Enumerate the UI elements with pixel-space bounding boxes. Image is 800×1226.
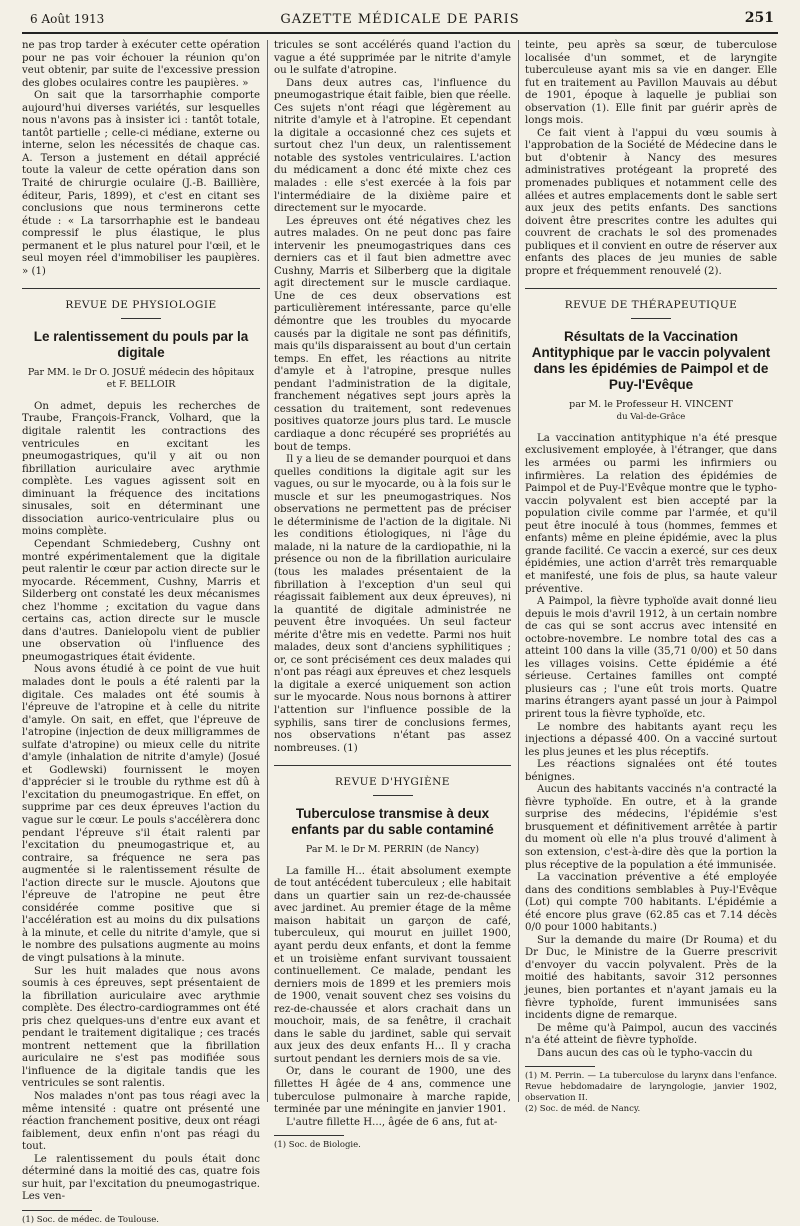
- paragraph: Le nombre des habitants ayant reçu les injections a dépassé 400. On a vacciné surtout les plus jeunes et les plus réceptifs.: [525, 721, 777, 758]
- paragraph: Dans aucun des cas où le typho-vaccin du: [537, 1047, 753, 1059]
- paragraph: Le ralentissement du pouls était donc déterminé dans la moitié des cas, quatre fois sur huit, par l'excitation du pneumogastrique. Les ven-: [22, 1153, 260, 1203]
- paragraph: Sur les huit malades que nous avons soumis à ces épreuves, sept présentaient de la fibrillation auriculaire avec arythmie complète. Des électro-cardiogrammes ont été pris chez quelques-uns d'entre eux avant et pendant le traitement digitalique ; ces tracés montrent nettement que la fibrillation auriculaire ne s'est pas modifiée sous l'influence de la digitale tandis que les ventricules se sont ralentis.: [22, 965, 260, 1090]
- paragraph: Nos malades n'ont pas tous réagi avec la même intensité : quatre ont présenté une réaction franchement positive, deux ont réagi faiblement, deux enfin n'ont pas réagi du tout.: [22, 1091, 260, 1153]
- paragraph: Or, dans le courant de 1900, une des fillettes H âgée de 4 ans, commence une tuberculose pulmonaire à marche rapide, terminée par une méningite en janvier 1901.: [274, 1066, 511, 1116]
- paragraph: teinte, peu après sa sœur, de tuberculose localisée d'un sommet, et de laryngite tuberculeuse ayant mis sa vie en danger. Elle fut en traitement au Pavillon Mauvais au début de 1901, époque à laquelle je publiai son observation (1). Elle finit par guérir après de longs mois.: [525, 40, 777, 127]
- author-affiliation: du Val-de-Grâce: [616, 411, 686, 422]
- journal-title: GAZETTE MÉDICALE DE PARIS: [280, 12, 520, 27]
- column-2: [274, 40, 511, 1151]
- paragraph: De même qu'à Paimpol, aucun des vaccinés n'a été atteint de fièvre typhoïde.: [525, 1022, 777, 1047]
- paragraph: La famille H... était absolument exempte de tout antécédent tuberculeux ; elle habitait dans un quartier sain un rez-de-chaussée avec jardinet. Au premier étage de la même maison habitait un garçon de café, tuberculeux, qui mourut en juillet 1900, ayant perdu deux enfants, et dont la femme et un troisième enfant survivant toussaient continuellement. Ce malade, pendant les derniers mois de 1899 et les premiers mois de 1900, venait souvent chez ses voisins du rez-de-chaussée et alors crachait dans un mouchoir, mais, de sa fenêtre, il crachait dans le sable du jardinet, sable qui servait aux jeux des deux enfants H... Il y cracha surtout pendant les derniers mois de sa vie.: [274, 865, 511, 1065]
- page-number: 251: [744, 10, 774, 26]
- footnote-rule: [525, 1066, 595, 1067]
- paragraph: tricules se sont accélérés quand l'action du vague a été supprimée par le nitrite d'amyle ou le sulfate d'atropine.: [274, 40, 511, 77]
- paragraph: Nous avons étudié à ce point de vue huit malades dont le pouls a été ralenti par la digitale. Ces malades ont été soumis à l'épreuve de l'atropine et à celle du nitrite d'amyle. On sait, en effet, que l'épreuve de l'atropine (injection de deux milligrammes de sulfate d'atropine) ou mieux celle du nitrite d'amyle (inhalation de nitrite d'amyle) (Josué et Godlewski) fournissent le moyen d'apprécier si le trouble du rythme est dû à l'excitation du pneumogastrique. En effet, on supprime par ces deux épreuves l'action du vague sur le cœur. Le pouls s'accélèrera donc pendant l'épreuve s'il était ralenti par l'excitation du pneumogastrique et, au contraire, sa fréquence ne sera pas augmentée si le ralentissement résulte de l'action directe sur le muscle. Ajoutons que l'épreuve de l'atropine ne peut être considérée comme positive que si l'accélération est au moins du dix pulsations à la minute, et celle du nitrite d'amyle, que si le nombre des pulsations augmente au moins de vingt pulsations à la minute.: [22, 664, 260, 964]
- article-byline: Par MM. le Dr O. JOSUÉ médecin des hôpitaux et F. BELLOIR: [27, 366, 255, 390]
- column-1: [22, 40, 260, 1225]
- paragraph: Ce fait vient à l'appui du vœu soumis à l'approbation de la Société de Médecine dans le but d'obtenir à Nancy des mesures administratives protégeant la propreté des promenades publiques et notamment celle des allées et autres emplacements dont le sable sert aux jeux des petits enfants. Des sanctions doivent être prescrites contre les adultes qui couvrent de crachats le sol des promenades publiques et il convient en outre de réserver aux enfants des places de jeu munies de sable propre et fréquemment renouvelé (2).: [525, 127, 777, 277]
- paragraph: ne pas trop tarder à exécuter cette opération pour ne pas voir échouer la réunion qu'on veut obtenir, par suite de l'excessive pression des globes oculaires contre les paupières. »: [22, 40, 260, 89]
- paragraph: L'autre fillette H..., âgée de 6 ans, fut at-: [286, 1116, 498, 1128]
- paragraph: On admet, depuis les recherches de Traube, François-Franck, Volhard, que la digitale ralentit les contractions des ventricules en excitant les pneumogastriques, qu'il y ait ou non fibrillation auriculaire avec arythmie complète. Les vagues agissent soit en diminuant la fréquence des incitations sinusales, soit en déterminant une dissociation aurico-ventriculaire plus ou moins complète.: [22, 400, 260, 538]
- paragraph: La vaccination antityphique n'a été presque exclusivement employée, à l'étranger, que dans les armées ou parmi les infirmiers ou infirmières. La relation des épidémies de Paimpol et de Puy-l'Evêque montre que le typho-vaccin polyvalent est bien accepté par la population civile comme par l'armée, et qu'il peut être inoculé à tous (hommes, femmes et enfants) même en pleine épidémie, avec la plus grande facilité. Ce vaccin a exercé, sur ces deux épidémies, une action d'arrêt très remarquable et manifesté, une fois de plus, sa haute valeur préventive.: [525, 432, 777, 595]
- issue-date: 6 Août 1913: [30, 12, 105, 26]
- author: par M. le Professeur H. VINCENT: [569, 398, 733, 410]
- article-title: Tuberculose transmise à deux enfants par du sable contaminé: [291, 805, 494, 837]
- column-divider: [267, 40, 268, 1102]
- footnote: (2) Soc. de méd. de Nancy.: [525, 1104, 641, 1115]
- paragraph: A Paimpol, la fièvre typhoïde avait donné lieu depuis le mois d'avril 1912, à un certain nombre de cas qui se sont accrus avec intensité en octobre-novembre. Le nombre total des cas a atteint 100 dans la ville (35,71 0/00) et 50 dans les villages voisins. Cette épidémie a été sérieuse. Certaines familles ont compté plusieurs cas ; l'une eût trois morts. Quatre marins étrangers ayant passé un jour à Paimpol prirent tous la fièvre typhoïde, etc.: [525, 596, 777, 720]
- footnote-rule: [274, 1135, 344, 1136]
- page-header: [22, 10, 778, 34]
- paragraph: Cependant Schmiedeberg, Cushny ont montré expérimentalement que la digitale peut ralentir le cœur par action directe sur le myocarde. Récemment, Cushny, Marris et Silderberg ont constaté les deux mécanismes chez l'homme ; excitation du vague dans certains cas, action directe sur le muscle dans d'autres. Danielopolu vient de publier une observation où l'influence des pneumogastriques était évidente.: [22, 538, 260, 663]
- paragraph: Dans deux autres cas, l'influence du pneumogastrique était faible, bien que réelle. Ces sujets n'ont réagi que légèrement au nitrite d'amyle et à l'atropine. Et cependant la digitale a occasionné chez ces sujets et surtout chez l'un deux, un ralentissement notable des systoles ventriculaires. L'action du médicament a donc été mixte chez ces malades : elle s'est exercée à la fois par l'intermédiaire de la dixième paire et directement sur le myocarde.: [274, 77, 511, 215]
- section-divider: [121, 318, 161, 319]
- section-heading: REVUE DE PHYSIOLOGIE: [22, 288, 260, 312]
- article-byline: Par M. le Dr M. PERRIN (de Nancy): [305, 843, 480, 855]
- footnote: (1) Soc. de Biologie.: [274, 1140, 361, 1151]
- section-heading: REVUE DE THÉRAPEUTIQUE: [525, 288, 777, 312]
- paragraph: Les épreuves ont été négatives chez les autres malades. On ne peut donc pas faire intervenir les pneumogastriques dans ces derniers cas et il faut bien admettre avec Cushny, Marris et Silberberg que la digitale agit directement sur le muscle cardiaque. Une de ces deux observations est particulièrement intéressante, parce qu'elle démontre que les troubles du myocarde causés par la digitale ne sont pas définitifs, mais qu'ils disparaissent au bout d'un certain temps. En effet, les réactions au nitrite d'amyle et à l'atropine, presque nulles pendant l'administration de la digitale, franchement négatives sept jours après la cessation du traitement, sont redevenues positives quatorze jours plus tard. Le muscle cardiaque a donc récupéré ses propriétés au bout de temps.: [274, 215, 511, 453]
- paragraph: Les réactions signalées ont été toutes bénignes.: [525, 759, 777, 783]
- section-divider: [631, 318, 671, 319]
- column-divider: [518, 40, 519, 1102]
- paragraph: La vaccination préventive a été employée dans des conditions semblables à Puy-l'Evêque (Lot) qui compte 700 habitants. L'épidémie a été encore plus grave (62.85 cas et 7.14 décès 0/0 pour 1000 habitants.): [525, 872, 777, 934]
- footnote: (1) M. Perrin. — La tuberculose du larynx dans l'enfance. Revue hebdomadaire de laryngologie, janvier 1902, observation II.: [525, 1071, 777, 1104]
- section-divider: [373, 795, 413, 796]
- footnote-rule: [22, 1210, 92, 1211]
- footnote: (1) Soc. de médec. de Toulouse.: [22, 1214, 159, 1225]
- column-3: [525, 40, 777, 1115]
- paragraph: On sait que la tarsorrhaphie comporte aujourd'hui diverses variétés, sur lesquelles nous n'avons pas à insister ici : tantôt totale, tantôt partielle ; celle-ci médiane, externe ou interne, selon les nécessités de chaque cas. A. Terson a justement en détail apprécié toute la valeur de cette opération dans son Traité de chirurgie oculaire (J.-B. Baillière, éditeur, Paris, 1899), et c'est en citant ses conclusions que nous terminerons cette étude : « La tarsorrhaphie est le bandeau compressif le plus élastique, le plus permanent et le plus naturel pour l'œil, et le seul moyen réel d'immobiliser les paupières. » (1): [22, 90, 260, 277]
- article-title: Résultats de la Vaccination Antityphique par le vaccin polyvalent dans les épidémies de Paimpol et de Puy-l'Evêque: [531, 328, 771, 392]
- article-title: Le ralentissement du pouls par la digitale: [33, 328, 249, 360]
- paragraph: Aucun des habitants vaccinés n'a contracté la fièvre typhoïde. En outre, et à la grande surprise des médecins, l'épidémie s'est brusquement et définitivement arrêtée à partir du moment où elle n'a plus trouvé d'aliment à son extension, c'est-à-dire dès que la portion la plus réceptive de la population a été immunisée.: [525, 784, 777, 871]
- section-heading: REVUE D'HYGIÈNE: [274, 765, 511, 789]
- paragraph: Sur la demande du maire (Dr Rouma) et du Dr Duc, le Ministre de la Guerre prescrivit d'envoyer du vaccin polyvalent. Près de la moitié des habitants, savoir 312 personnes jeunes, bien portantes et n'ayant jamais eu la fièvre typhoïde, furent immunisées sans incidents digne de remarque.: [525, 934, 777, 1022]
- paragraph: Il y a lieu de se demander pourquoi et dans quelles conditions la digitale agit sur les vagues, ou sur le myocarde, ou à la fois sur le muscle et sur les pneumogastriques. Nos observations ne permettent pas de préciser le déterminisme de l'action de la digitale. Ni les conditions étiologiques, ni l'âge du malade, ni la nature de la cardiopathie, ni la présence ou non de la fibrillation auriculaire (tous les malades présentaient de la fibrillation à l'exception d'un seul qui réagissait faiblement aux deux épreuves), ni la quantité de digitale administrée ne peuvent être invoquées. Un seul facteur mérite d'être mis en vedette. Parmi nos huit malades, deux sont d'anciens syphilitiques ; or, ce sont précisément ces deux malades qui n'ont pas réagi aux épreuves et chez lesquels la digitale a exercé uniquement son action sur le myocarde. Nous nous bornons à attirer l'attention sur l'influence possible de la syphilis, sans tirer de conclusions fermes, nos observations n'étant pas assez nombreuses. (1): [274, 454, 511, 754]
- article-byline: [525, 399, 777, 423]
